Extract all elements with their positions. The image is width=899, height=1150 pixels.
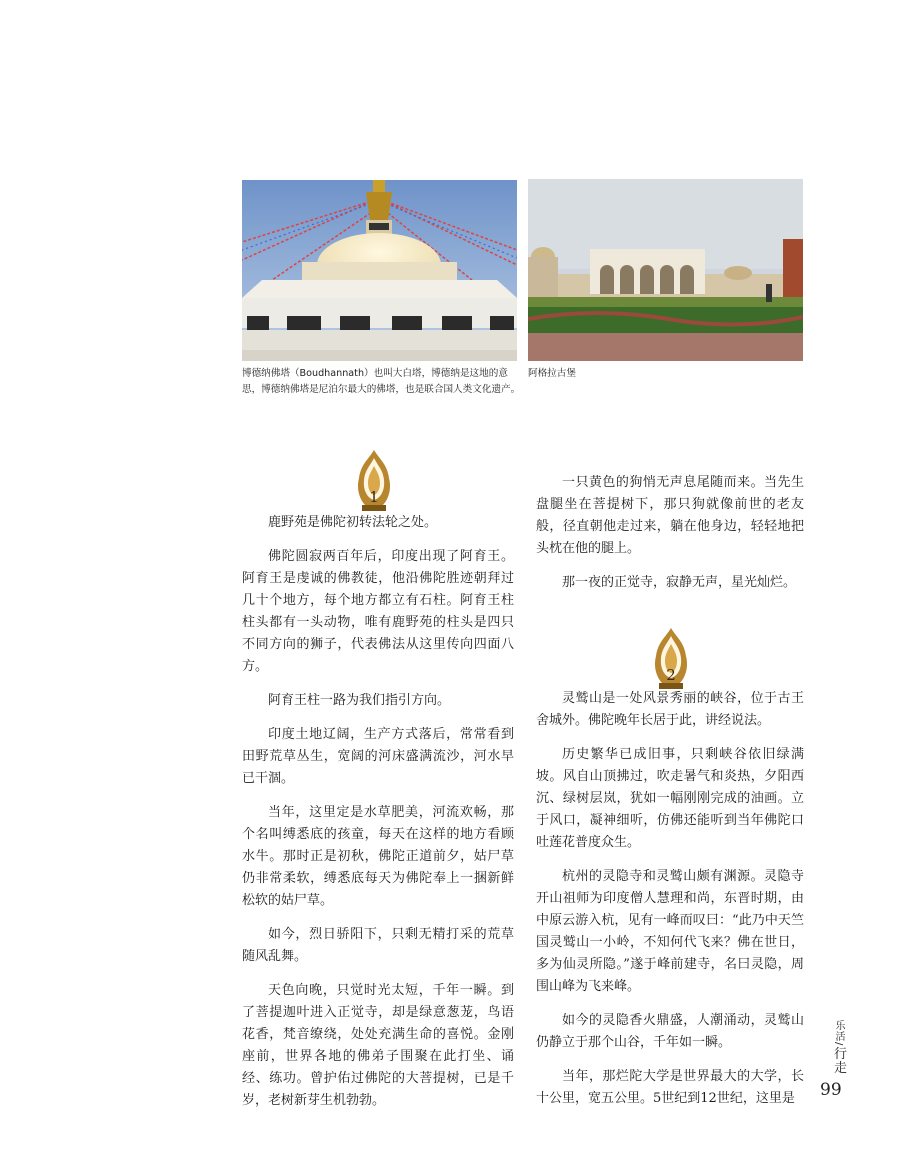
section-label-small: 乐活 <box>833 1020 844 1042</box>
section-label-main: 行走 <box>831 1046 846 1075</box>
boudhanath-stupa-photo <box>242 180 517 361</box>
page-number: 99 <box>820 1080 842 1100</box>
paragraph: 印度土地辽阔，生产方式落后，常常看到田野荒草丛生，宽阔的河床盛满流沙，河水早已干涸。 <box>242 727 514 786</box>
paragraph: 如今，烈日骄阳下，只剩无精打采的荒草随风乱舞。 <box>242 927 514 964</box>
paragraph: 天色向晚，只觉时光太短，千年一瞬。到了菩提迦叶进入正觉寺，却是绿意葱茏，鸟语花香，梵音缭绕，处处充满生命的喜悦。金刚座前，世界各地的佛弟子围聚在此打坐、诵经、练功。曾护佑过佛陀的大菩提树，已是千岁，老树新芽生机勃勃。 <box>242 983 514 1108</box>
paragraph: 那一夜的正觉寺，寂静无声，星光灿烂。 <box>562 575 797 590</box>
paragraph: 杭州的灵隐寺和灵鹫山颇有渊源。灵隐寺开山祖师为印度僧人慧理和尚，东晋时期，由中原云游入杭，见有一峰而叹曰：“此乃中天竺国灵鹫山一小岭，不知何代飞来？佛在世日，多为仙灵所隐。”遂于峰前建寺，名曰灵隐，周围山峰为飞来峰。 <box>536 869 804 994</box>
section-2-flame-emblem <box>651 628 691 690</box>
right-text-column-top <box>536 472 804 606</box>
section-label-slash: / <box>833 1042 844 1047</box>
section-1-number: 1 <box>369 488 379 506</box>
paragraph: 当年，这里定是水草肥美，河流欢畅，那个名叫缚悉底的孩童，每天在这样的地方看顾水牛。那时正是初秋，佛陀正道前夕，姑尸草仍非常柔软，缚悉底每天为佛陀奉上一捆新鲜松软的姑尸草。 <box>242 805 514 908</box>
paragraph: 当年，那烂陀大学是世界最大的大学，长十公里，宽五公里。5世纪到12世纪，这里是 <box>536 1069 804 1106</box>
paragraph: 如今的灵隐香火鼎盛，人潮涌动，灵鹫山仍静立于那个山谷，千年如一瞬。 <box>536 1013 804 1050</box>
section-1-flame-emblem <box>354 450 394 512</box>
left-text-column <box>242 512 514 1124</box>
agra-fort-caption: 阿格拉古堡 <box>528 368 576 379</box>
right-text-column-bottom <box>536 688 804 1122</box>
paragraph: 灵鹫山是一处风景秀丽的峡谷，位于古王舍城外。佛陀晚年长居于此，讲经说法。 <box>536 691 804 728</box>
boudhanath-caption: 博德纳佛塔（Boudhannath）也叫大白塔，博德纳是这地的意思，博德纳佛塔是尼泊尔最大的佛塔，也是联合国人类文化遗产。 <box>242 368 521 395</box>
paragraph: 一只黄色的狗悄无声息尾随而来。当先生盘腿坐在菩提树下，那只狗就像前世的老友般，径直朝他走过来，躺在他身边，轻轻地把头枕在他的腿上。 <box>536 475 804 556</box>
section-2-number: 2 <box>666 666 676 684</box>
paragraph: 鹿野苑是佛陀初转法轮之处。 <box>268 515 438 530</box>
paragraph: 佛陀圆寂两百年后，印度出现了阿育王。阿育王是虔诚的佛教徒，他沿佛陀胜迹朝拜过几十个地方，每个地方都立有石柱。阿育王柱柱头都有一头动物，唯有鹿野苑的柱头是四只不同方向的狮子，代表佛法从这里传向四面八方。 <box>242 549 514 674</box>
paragraph: 阿育王柱一路为我们指引方向。 <box>268 693 451 708</box>
paragraph: 历史繁华已成旧事，只剩峡谷依旧绿满坡。风自山顶拂过，吹走暑气和炎热，夕阳西沉、绿树层岚，犹如一幅刚刚完成的油画。立于风口，凝神细听，仿佛还能听到当年佛陀口吐莲花普度众生。 <box>536 747 804 850</box>
agra-fort-photo <box>528 179 803 361</box>
section-label <box>826 1020 848 1074</box>
